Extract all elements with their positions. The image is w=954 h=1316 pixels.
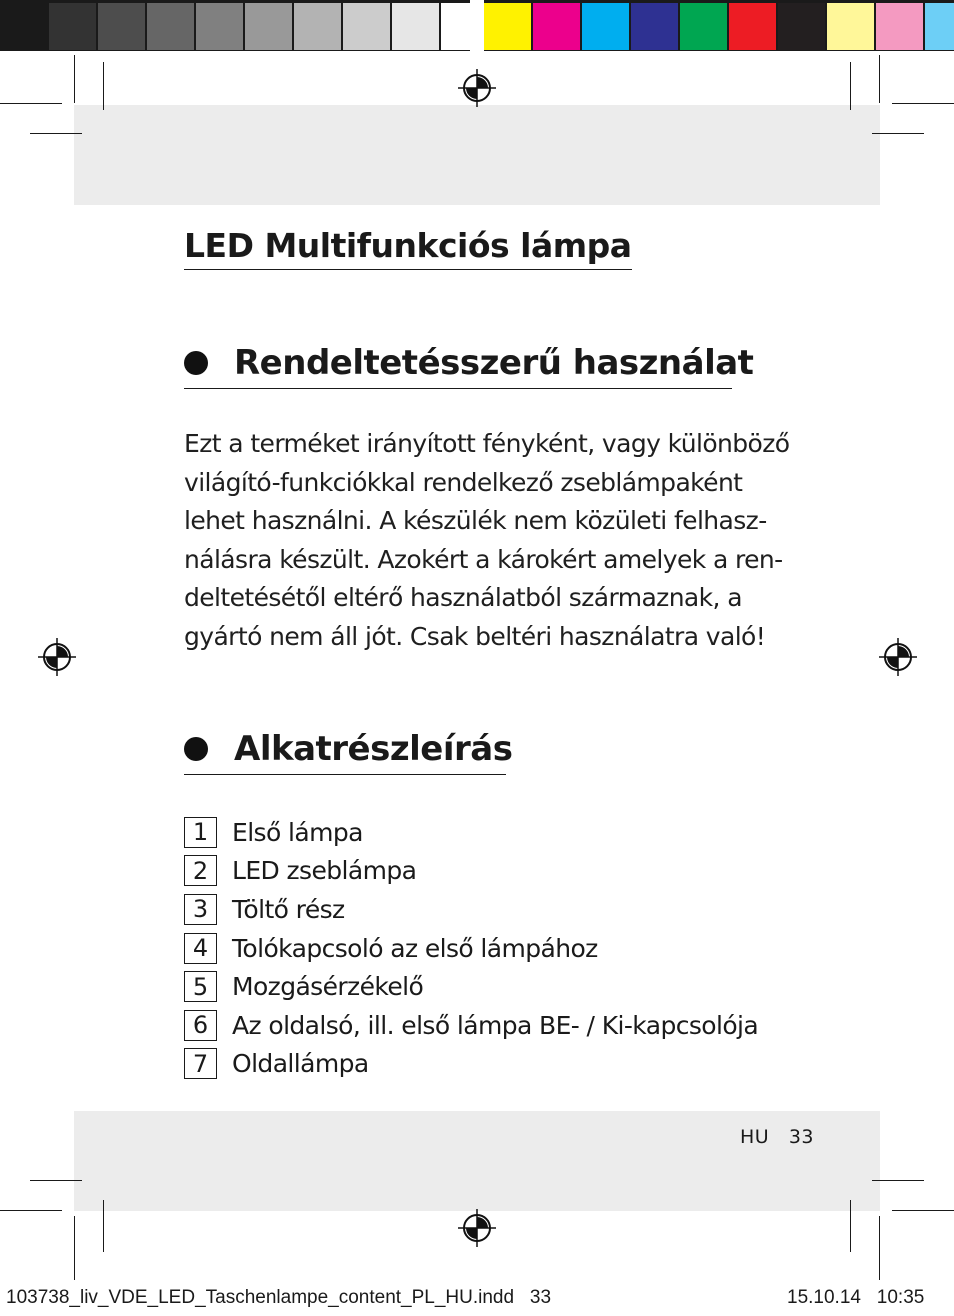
list-item: [184, 852, 758, 891]
crop-mark: [30, 133, 82, 134]
part-label: Mozgásérzékelő: [232, 972, 424, 1002]
gray-swatch: [98, 3, 145, 50]
part-number-box: 4: [184, 933, 217, 964]
color-swatch: [778, 3, 825, 50]
list-item: [184, 890, 758, 929]
bullet-icon: [184, 351, 208, 375]
paragraph-line: deltetésétől eltérő használatból származnak, a: [184, 583, 742, 613]
document-title: LED Multifunkciós lámpa: [184, 226, 632, 270]
top-margin-panel: [74, 105, 880, 205]
part-number-box: 3: [184, 894, 217, 925]
part-number-box: 6: [184, 1010, 217, 1041]
color-swatch: [484, 3, 531, 50]
page-number: HU 33: [740, 1126, 814, 1148]
print-slug-date: 15.10.14 10:35: [787, 1287, 925, 1308]
section-title: Rendeltetésszerű használat: [234, 343, 754, 383]
registration-mark-icon: [878, 637, 918, 677]
part-label: Oldallámpa: [232, 1049, 369, 1079]
paragraph-line: gyártó nem áll jót. Csak beltéri használatra való!: [184, 621, 766, 651]
crop-mark: [0, 103, 62, 104]
gray-swatch: [0, 3, 47, 50]
crop-mark: [103, 62, 104, 110]
crop-mark: [850, 1200, 851, 1252]
crop-mark: [850, 62, 851, 110]
color-swatch: [582, 3, 629, 50]
parts-list: [184, 813, 758, 1083]
bullet-icon: [184, 737, 208, 761]
part-label: Első lámpa: [232, 817, 363, 847]
section-underline: [184, 388, 732, 389]
paragraph-line: Ezt a terméket irányított fényként, vagy különböző: [184, 429, 790, 458]
list-item: [184, 967, 758, 1006]
print-slug-filename: 103738_liv_VDE_LED_Taschenlampe_content_PL_HU.indd 33: [6, 1287, 552, 1308]
gray-swatch: [343, 3, 390, 50]
part-label: Tolókapcsoló az első lámpához: [232, 933, 598, 963]
color-swatch: [533, 3, 580, 50]
list-item: [184, 813, 758, 852]
crop-mark: [872, 1180, 924, 1181]
color-bar: [484, 3, 954, 50]
crop-mark: [879, 1216, 880, 1280]
crop-mark: [0, 1210, 62, 1211]
part-label: LED zseblámpa: [232, 856, 417, 886]
gray-swatch: [441, 3, 488, 50]
section-heading-parts: [184, 729, 512, 769]
part-label: Az oldalsó, ill. első lámpa BE- / Ki-kapcsolója: [232, 1010, 759, 1040]
paragraph-line: nálásra készült. Azokért a károkért amelyek a ren-: [184, 544, 783, 574]
color-swatch: [925, 3, 954, 50]
color-swatch: [876, 3, 923, 50]
crop-mark: [30, 1180, 82, 1181]
color-swatch: [631, 3, 678, 50]
list-item: [184, 1006, 758, 1045]
part-number-box: 7: [184, 1048, 217, 1079]
registration-mark-icon: [457, 1208, 497, 1248]
crop-mark: [74, 1216, 75, 1280]
gray-swatch: [392, 3, 439, 50]
color-swatch: [729, 3, 776, 50]
list-item: [184, 1045, 758, 1084]
registration-mark-icon: [37, 637, 77, 677]
gray-swatch: [294, 3, 341, 50]
part-number-box: 2: [184, 855, 217, 886]
grayscale-bar: [0, 3, 488, 50]
color-swatch: [680, 3, 727, 50]
paragraph-line: világító-funkciókkal rendelkező zseblámpaként: [184, 467, 743, 497]
list-item: [184, 929, 758, 968]
crop-mark: [74, 55, 75, 103]
gray-swatch: [49, 3, 96, 50]
gray-swatch: [245, 3, 292, 50]
gray-swatch: [196, 3, 243, 50]
intended-use-paragraph: [184, 425, 804, 657]
registration-mark-icon: [457, 68, 497, 108]
crop-mark: [879, 55, 880, 103]
part-number-box: 1: [184, 817, 217, 848]
crop-mark: [103, 1200, 104, 1252]
crop-mark: [872, 133, 924, 134]
crop-mark: [892, 1210, 954, 1211]
part-label: Töltő rész: [232, 894, 345, 924]
section-heading-intended-use: [184, 343, 753, 383]
part-number-box: 5: [184, 971, 217, 1002]
section-underline: [184, 774, 506, 775]
paragraph-line: lehet használni. A készülék nem közületi felhasz-: [184, 506, 767, 536]
gray-swatch: [147, 3, 194, 50]
section-title: Alkatrészleírás: [234, 729, 513, 769]
crop-mark: [892, 103, 954, 104]
color-swatch: [827, 3, 874, 50]
